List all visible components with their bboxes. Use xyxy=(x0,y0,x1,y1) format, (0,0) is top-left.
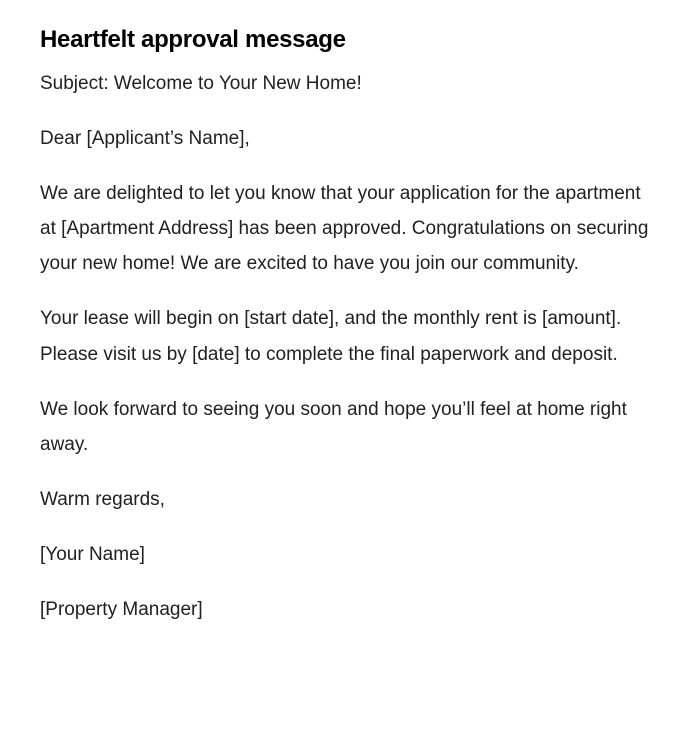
body-paragraph-approval: We are delighted to let you know that your application for the apartment at [Apartment Address] has been approved. Congratulations on securing your new home! We are excited to have you join our community. xyxy=(40,183,649,275)
signature-title: [Property Manager] xyxy=(40,598,203,620)
subject-line: Subject: Welcome to Your New Home! xyxy=(40,73,362,94)
closing-line: Warm regards, xyxy=(40,488,165,510)
document-title: Heartfelt approval message xyxy=(40,26,346,53)
body-paragraph-lease-details: Your lease will begin on [start date], and the monthly rent is [amount]. Please visit us by [date] to complete the final paperwork and deposit. xyxy=(40,308,622,365)
signature-name: [Your Name] xyxy=(40,543,145,565)
salutation: Dear [Applicant’s Name], xyxy=(40,128,250,149)
body-paragraph-closing-wish: We look forward to seeing you soon and hope you’ll feel at home right away. xyxy=(40,398,627,455)
